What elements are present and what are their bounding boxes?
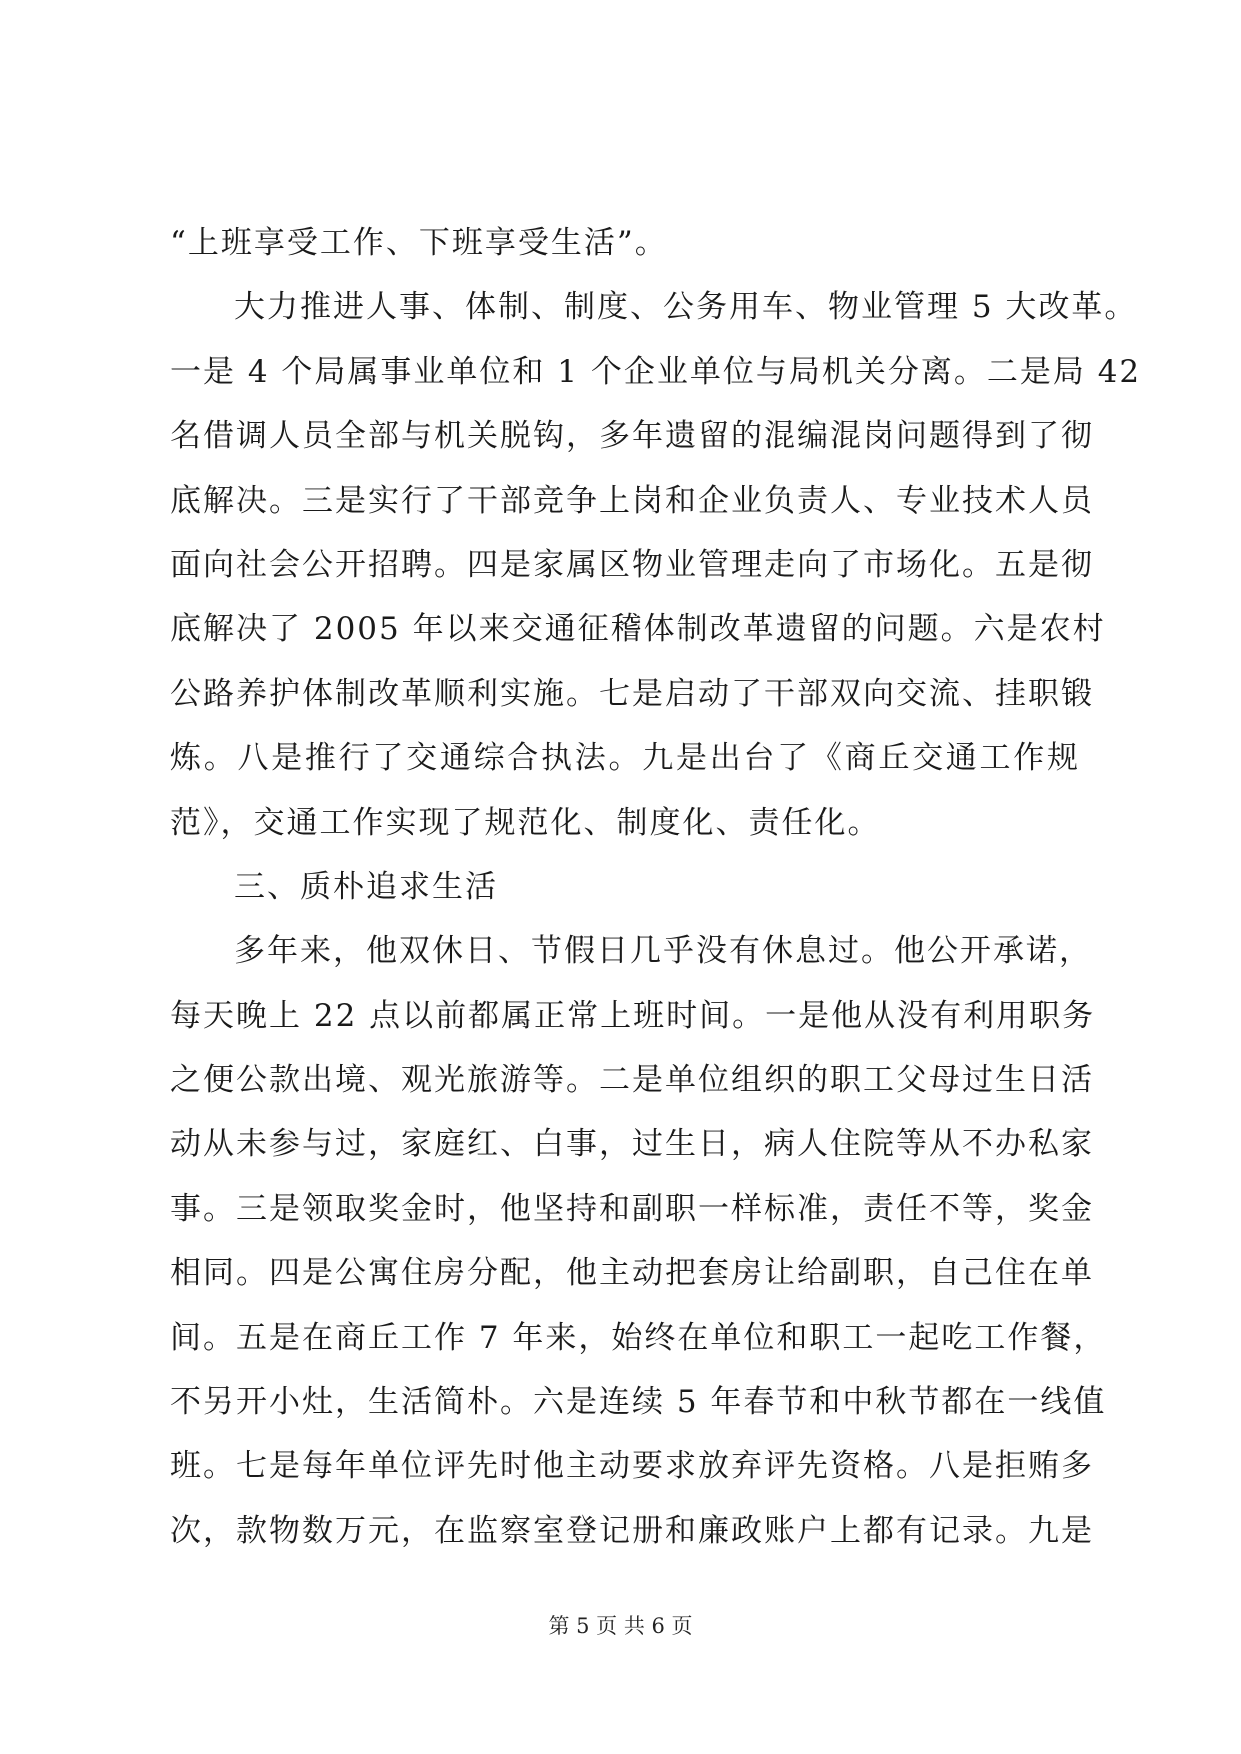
text-line: 一是 4 个局属事业单位和 1 个企业单位与局机关分离。二是局 42 (170, 353, 1142, 390)
text-line: 多年来，他双休日、节假日几乎没有休息过。他公开承诺， (234, 933, 1092, 970)
text-line: 公路养护体制改革顺利实施。七是启动了干部双向交流、挂职锻 (170, 675, 1094, 712)
text-line: 相同。四是公寓住房分配，他主动把套房让给副职，自己住在单 (170, 1255, 1094, 1292)
text-line: 班。七是每年单位评先时他主动要求放弃评先资格。八是拒贿多 (170, 1448, 1094, 1485)
document-body (170, 211, 1142, 1563)
text-line: 不另开小灶，生活简朴。六是连续 5 年春节和中秋节都在一线值 (170, 1384, 1107, 1421)
text-line: 底解决了 2005 年以来交通征稽体制改革遗留的问题。六是农村 (170, 611, 1106, 648)
text-line: 事。三是领取奖金时，他坚持和副职一样标准，责任不等，奖金 (170, 1190, 1094, 1227)
text-line: 底解决。三是实行了干部竞争上岗和企业负责人、专业技术人员 (170, 482, 1094, 519)
text-line: 名借调人员全部与机关脱钩，多年遗留的混编混岗问题得到了彻 (170, 418, 1094, 455)
page-number-footer: 第 5 页 共 6 页 (548, 1614, 693, 1638)
text-line: 大力推进人事、体制、制度、公务用车、物业管理 5 大改革。 (234, 289, 1138, 326)
text-line: 次，款物数万元，在监察室登记册和廉政账户上都有记录。九是 (170, 1512, 1094, 1549)
text-line: 间。五是在商丘工作 7 年来，始终在单位和职工一起吃工作餐， (170, 1319, 1107, 1356)
text-line: 之便公款出境、观光旅游等。二是单位组织的职工父母过生日活 (170, 1062, 1094, 1099)
text-line: 每天晚上 22 点以前都属正常上班时间。一是他从没有利用职务 (170, 997, 1096, 1034)
text-line: 范》，交通工作实现了规范化、制度化、责任化。 (170, 804, 881, 841)
text-line: 面向社会公开招聘。四是家属区物业管理走向了市场化。五是彻 (170, 546, 1094, 583)
text-line: “上班享受工作、下班享受生活”。 (170, 225, 668, 261)
text-line: 三、质朴追求生活 (234, 868, 498, 905)
text-line: 动从未参与过，家庭红、白事，过生日，病人住院等从不办私家 (170, 1126, 1094, 1163)
text-line: 炼。八是推行了交通综合执法。九是出台了《商丘交通工作规 (170, 740, 1080, 777)
